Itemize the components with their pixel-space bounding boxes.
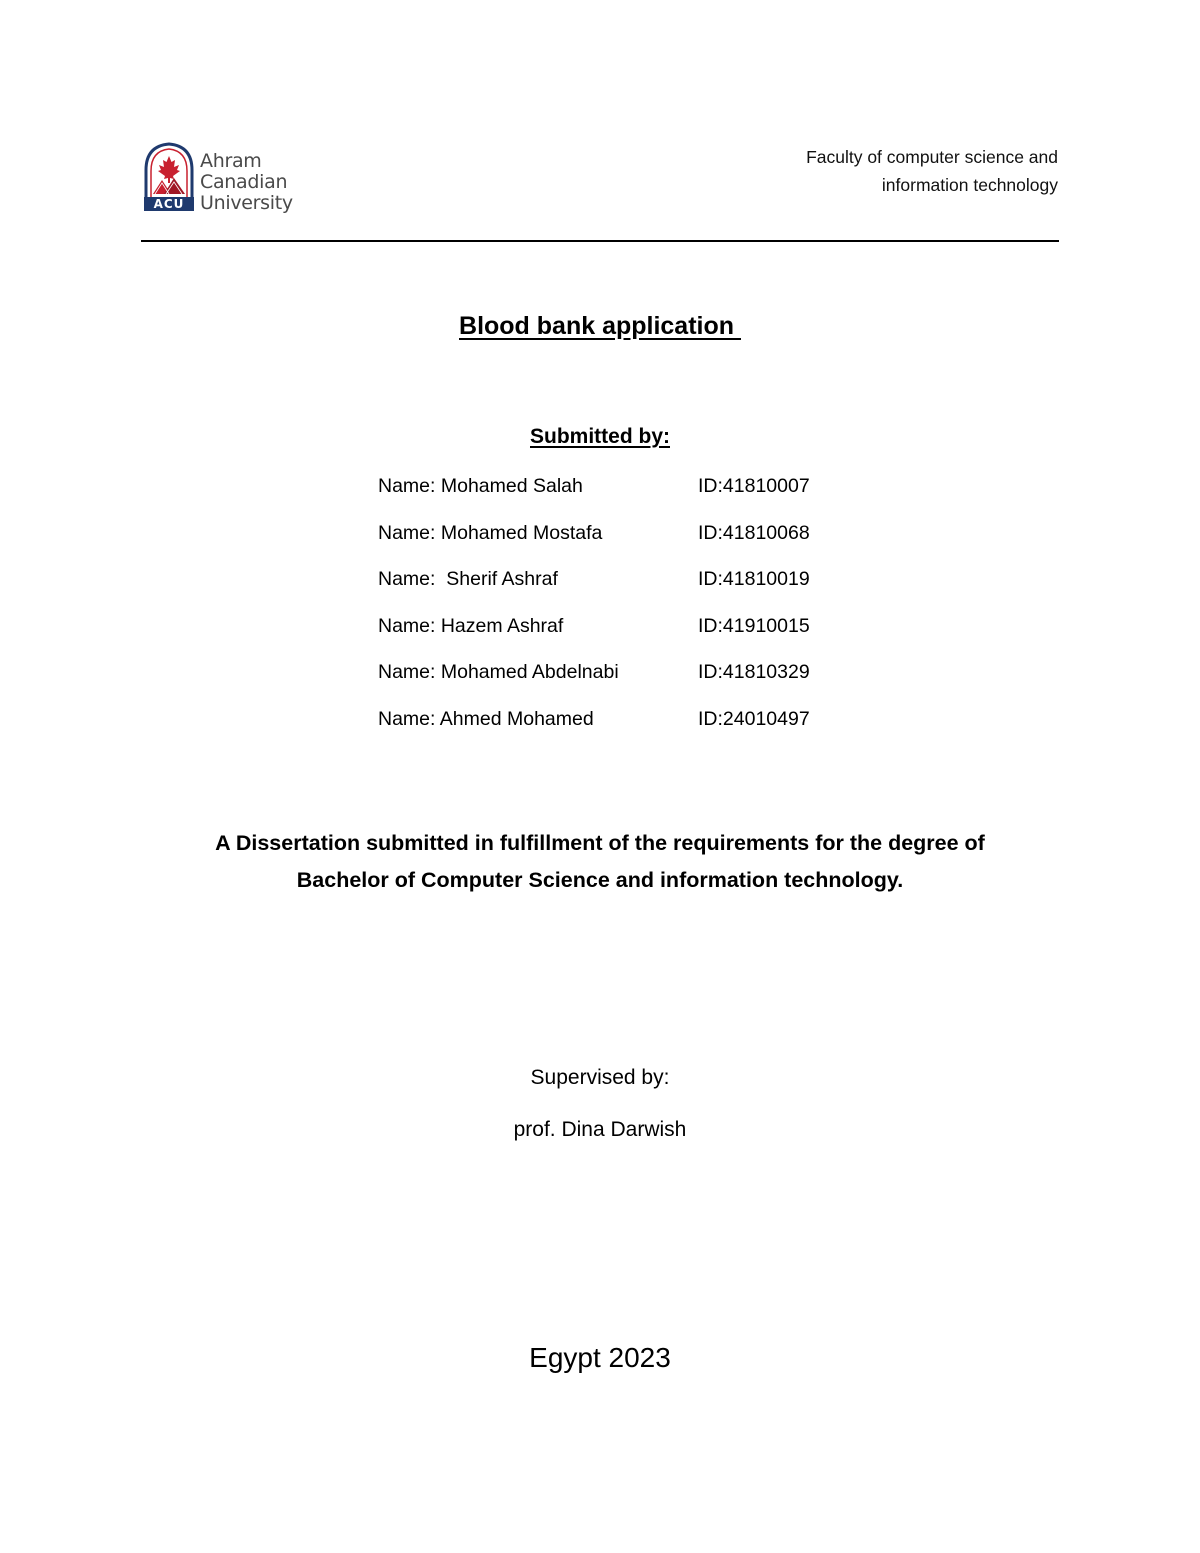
- member-name: Name: Mohamed Abdelnabi: [378, 661, 619, 684]
- member-name: Name: Hazem Ashraf: [378, 614, 564, 637]
- member-id: ID:41810329: [698, 661, 810, 684]
- logo-line-3: University: [200, 192, 293, 214]
- header-divider: [141, 240, 1059, 242]
- member-id: ID:41810068: [698, 521, 810, 544]
- member-id: ID:41810007: [698, 475, 810, 497]
- member-row: [0, 610, 1200, 657]
- member-row: [0, 703, 1200, 750]
- submitted-by-heading: [0, 422, 1200, 452]
- member-row: [0, 563, 1200, 610]
- logo-line-1: Ahram: [200, 150, 262, 172]
- faculty-line-1: Faculty of computer science and: [806, 147, 1058, 167]
- footer-location-year: Egypt 2023: [529, 1342, 671, 1373]
- logo-line-2: Canadian: [200, 171, 288, 193]
- supervised-by-label: Supervised by:: [530, 1066, 670, 1089]
- dissertation-statement: [130, 825, 1070, 899]
- dissertation-line-2: Bachelor of Computer Science and information technology.: [296, 868, 904, 892]
- university-logo: [142, 142, 312, 214]
- faculty-header: [638, 143, 1058, 199]
- member-row: [0, 656, 1200, 703]
- document-title: [0, 308, 1200, 344]
- supervisor-name: prof. Dina Darwish: [513, 1118, 687, 1141]
- submitted-by-label: Submitted by:: [530, 425, 670, 448]
- member-row: [0, 470, 1200, 517]
- faculty-line-2: information technology: [881, 175, 1058, 195]
- member-name: Name: Ahmed Mohamed: [378, 707, 594, 730]
- member-name: Name: Sherif Ashraf: [378, 568, 558, 591]
- member-id: ID:41910015: [698, 614, 810, 637]
- member-name: Name: Mohamed Salah: [378, 475, 583, 497]
- member-id: ID:41810019: [698, 568, 810, 591]
- document-title-text: Blood bank application: [459, 312, 741, 340]
- member-name: Name: Mohamed Mostafa: [378, 521, 603, 544]
- member-id: ID:24010497: [698, 707, 810, 730]
- dissertation-line-1: A Dissertation submitted in fulfillment of the requirements for the degree of: [215, 831, 985, 855]
- member-row: [0, 517, 1200, 564]
- logo-wordmark: [200, 151, 293, 214]
- logo-badge-text: ACU: [153, 197, 185, 211]
- members-list: [0, 470, 1200, 750]
